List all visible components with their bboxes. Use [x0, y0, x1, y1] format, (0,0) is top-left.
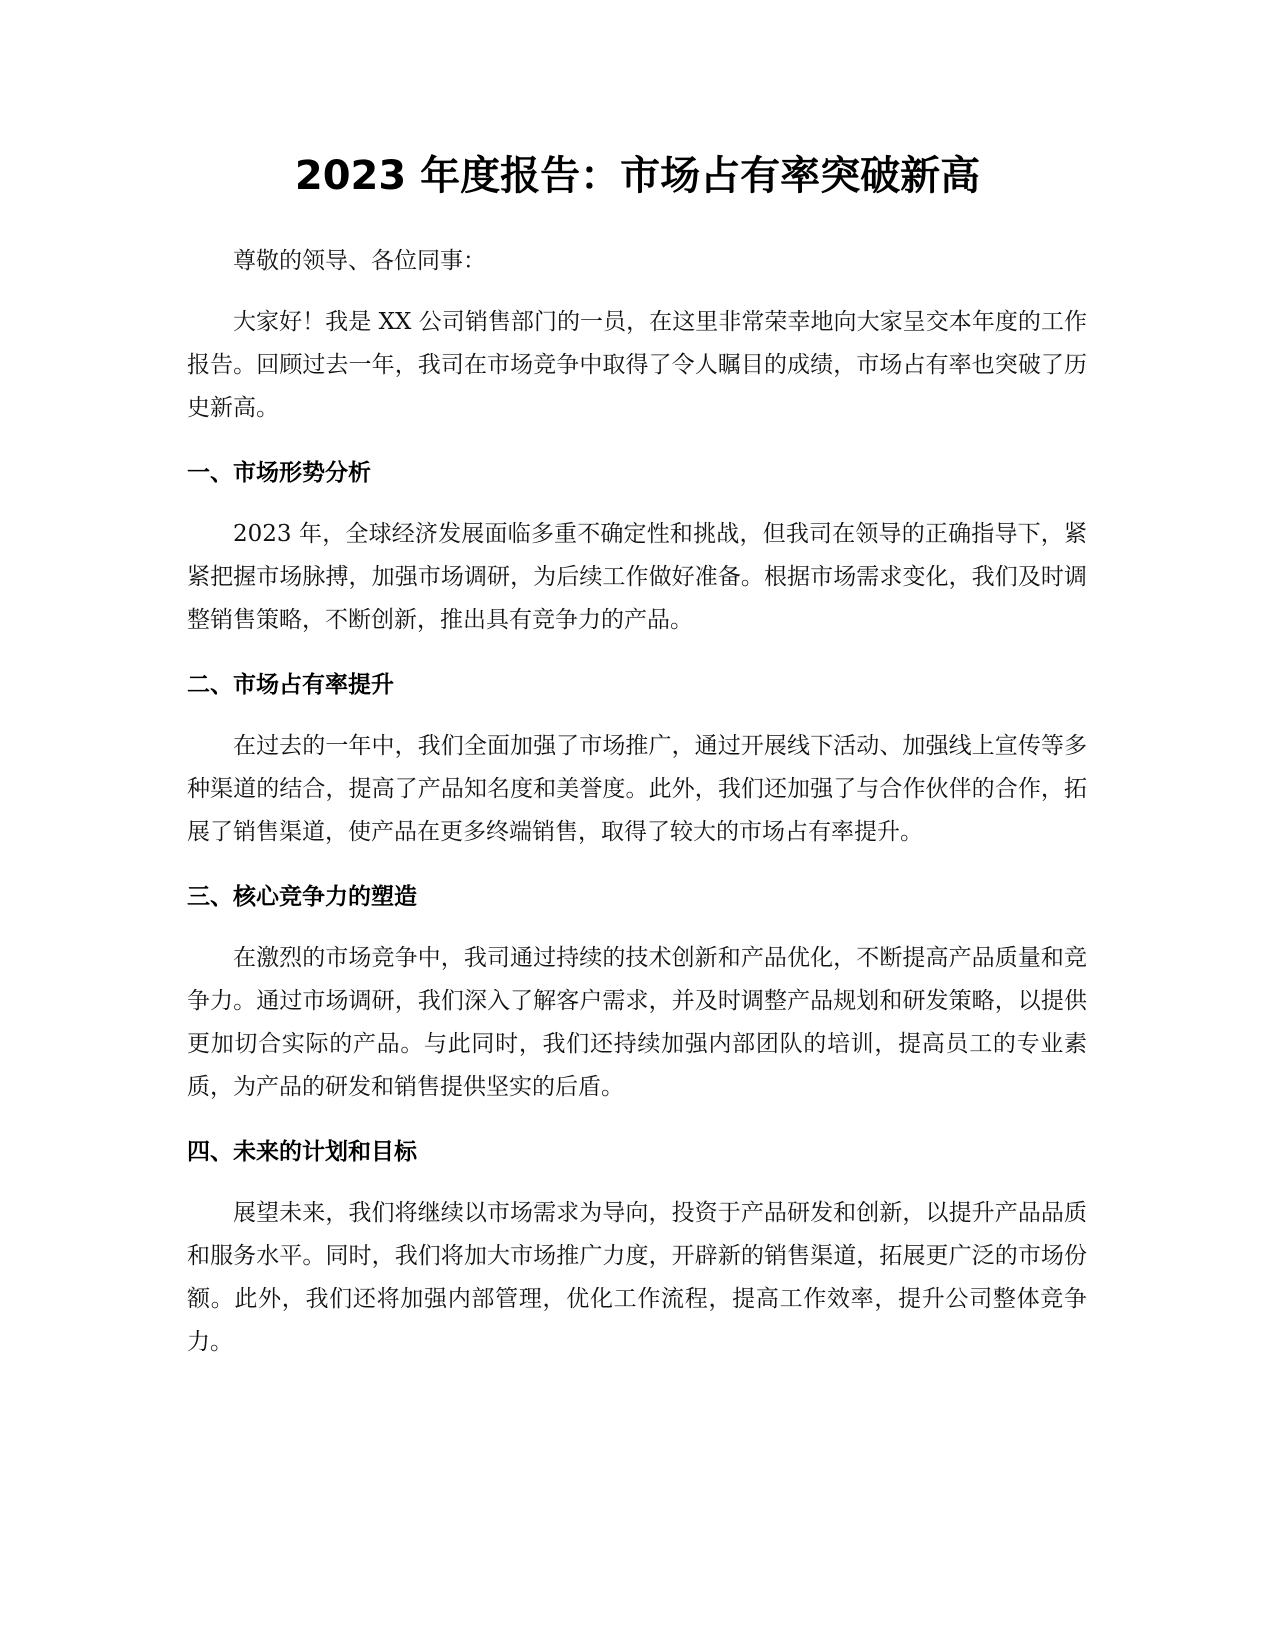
intro-paragraph: 大家好！我是 XX 公司销售部门的一员，在这里非常荣幸地向大家呈交本年度的工作报告。回顾过去一年，我司在市场竞争中取得了令人瞩目的成绩，市场占有率也突破了历史新高。 — [187, 309, 1087, 421]
section-heading: 四、未来的计划和目标 — [187, 1139, 417, 1165]
section-heading: 一、市场形势分析 — [187, 460, 371, 486]
section-heading: 二、市场占有率提升 — [187, 672, 394, 698]
section-3 — [187, 876, 1087, 1109]
section-heading: 三、核心竞争力的塑造 — [187, 884, 417, 910]
document-body — [187, 240, 1087, 1386]
section-2 — [187, 664, 1087, 854]
greeting: 尊敬的领导、各位同事： — [233, 248, 486, 274]
document-title: 2023 年度报告：市场占有率突破新高 — [294, 153, 981, 199]
section-paragraph: 在过去的一年中，我们全面加强了市场推广，通过开展线下活动、加强线上宣传等多种渠道的结合，提高了产品知名度和美誉度。此外，我们还加强了与合作伙伴的合作，拓展了销售渠道，使产品在更多终端销售，取得了较大的市场占有率提升。 — [187, 733, 1087, 845]
section-paragraph: 在激烈的市场竞争中，我司通过持续的技术创新和产品优化，不断提高产品质量和竞争力。通过市场调研，我们深入了解客户需求，并及时调整产品规划和研发策略，以提供更加切合实际的产品。与此同时，我们还持续加强内部团队的培训，提高员工的专业素质，为产品的研发和销售提供坚实的后盾。 — [187, 945, 1087, 1100]
section-paragraph: 展望未来，我们将继续以市场需求为导向，投资于产品研发和创新，以提升产品品质和服务水平。同时，我们将加大市场推广力度，开辟新的销售渠道，拓展更广泛的市场份额。此外，我们还将加强内部管理，优化工作流程，提高工作效率，提升公司整体竞争力。 — [187, 1200, 1087, 1355]
section-1 — [187, 452, 1087, 642]
section-paragraph: 2023 年，全球经济发展面临多重不确定性和挑战，但我司在领导的正确指导下，紧紧把握市场脉搏，加强市场调研，为后续工作做好准备。根据市场需求变化，我们及时调整销售策略，不断创新，推出具有竞争力的产品。 — [187, 521, 1087, 633]
section-4 — [187, 1131, 1087, 1364]
